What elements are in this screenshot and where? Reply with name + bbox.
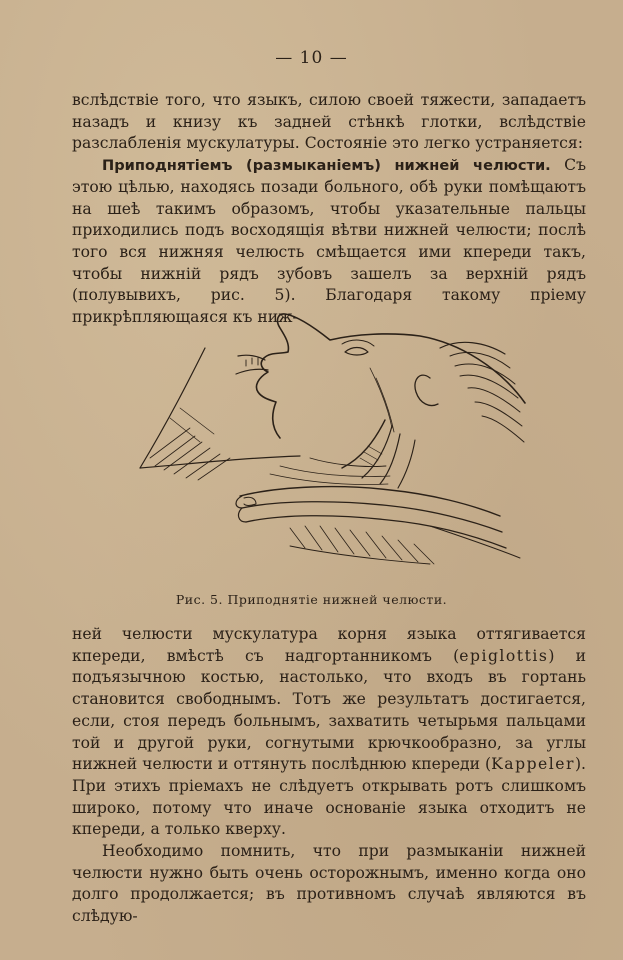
text-block-bottom <box>72 624 586 928</box>
paragraph-2-body: Съ этою цѣлью, находясь позади больного, обѣ руки помѣщаютъ на шеѣ такимъ образомъ, чтобы указательные пальцы приходились подъ восходящія вѣтви нижней челюсти; послѣ того вся нижняя челюсть смѣщается ими кпереди такъ, чтобы нижній рядъ зубовъ зашелъ за верхній рядъ (полувывихъ, рис. 5). Благодаря такому пріему прикрѣпляющаяся къ ниж- <box>72 156 586 327</box>
paragraph-2 <box>72 155 586 329</box>
paragraph-3 <box>72 624 586 841</box>
paragraph-3-part-a: ней челюсти мускулатура корня языка оттягивается кпереди, вмѣстѣ съ надгортанникомъ ( <box>72 625 586 665</box>
jaw-lift-engraving <box>130 308 530 570</box>
term-epiglottis: epiglottis <box>459 646 549 665</box>
figure-illustration <box>130 308 530 570</box>
section-heading: Приподнятіемъ (размыканіемъ) нижней челюсти. <box>102 157 551 175</box>
paragraph-1: вслѣдствіе того, что языкъ, силою своей тяжести, западаетъ назадъ и книзу къ задней стѣнкѣ глотки, вслѣдствіе разслабленія мускулатуры. Состояніе это легко устраняется: <box>72 91 586 153</box>
page-number: — 10 — <box>275 48 348 68</box>
paragraph-3-part-b: ) и подъязычною костью, настолько, что входъ въ гортань становится свободнымъ. Тотъ же результатъ достигается, если, стоя передъ больнымъ, захватить четырьмя пальцами той и другой руки, согнутыми крючкообразно, за углы нижней челюсти и оттянуть послѣднюю кпереди ( <box>72 646 586 774</box>
paragraph-4: Необходимо помнить, что при размыканіи нижней челюсти нужно быть очень осторожнымъ, именно когда оно долго продолжается; въ противномъ случаѣ являются въ слѣдую- <box>72 842 586 926</box>
figure-caption: Рис. 5. Приподнятіе нижней челюсти. <box>175 592 448 607</box>
text-block-top <box>72 90 586 329</box>
author-kappeler: Kappeler <box>491 755 575 774</box>
paragraph-3-part-c: ). При этихъ пріемахъ не слѣдуетъ открывать ротъ слишкомъ широко, потому что иначе основаніе языка отходитъ не кпереди, а только кверху. <box>72 755 586 839</box>
